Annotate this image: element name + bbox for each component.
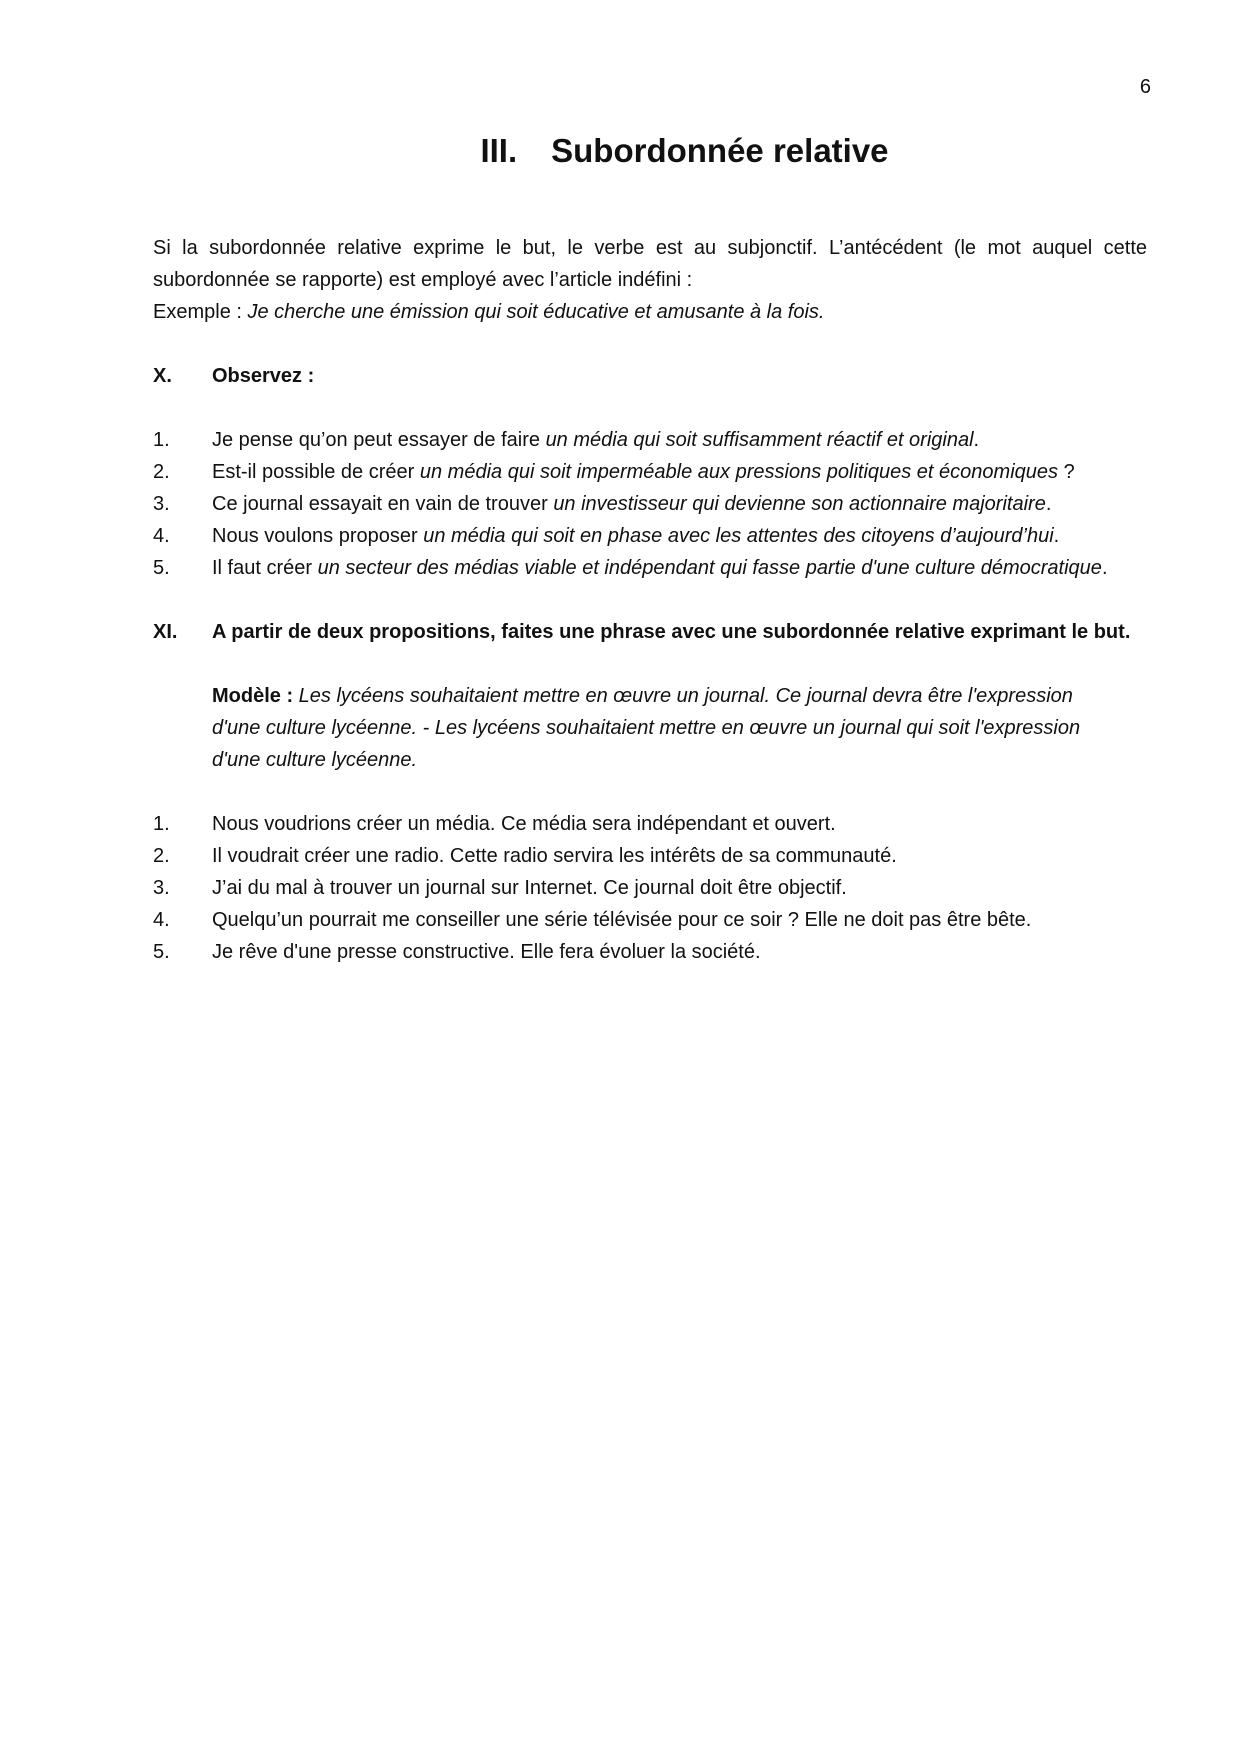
intro-example — [153, 296, 1147, 328]
item-number: 1. — [153, 813, 170, 835]
model-line: d'une culture lycéenne. — [212, 749, 418, 771]
example-label: Exemple : — [153, 301, 248, 323]
item-italic: un média qui soit imperméable aux pressions politiques et économiques — [419, 461, 1059, 483]
list-item — [153, 840, 1147, 872]
section-xi-heading — [153, 616, 1147, 648]
list-item — [153, 808, 1147, 840]
item-italic: un secteur des médias viable et indépendant qui fasse partie d'une culture démocratique — [317, 557, 1102, 579]
list-item — [153, 520, 1147, 552]
item-number: 3. — [153, 877, 170, 899]
section-xi-marker: XI. — [153, 621, 178, 643]
item-end: ? — [1058, 461, 1075, 483]
intro-paragraph: Si la subordonnée relative exprime le but, le verbe est au subjonctif. L’antécédent (le mot auquel cette subordonnée se rapporte) est employé avec l’article indéfini : — [153, 237, 1147, 291]
item-italic: un investisseur qui devienne son actionnaire majoritaire — [553, 493, 1046, 515]
item-number: 4. — [153, 909, 170, 931]
item-plain: Est-il possible de créer — [212, 461, 420, 483]
item-number: 5. — [153, 557, 170, 579]
section-xi-title: A partir de deux propositions, faites une phrase avec une subordonnée relative exprimant le but. — [212, 621, 1131, 643]
item-plain: Nous voulons proposer — [212, 525, 424, 547]
item-number: 5. — [153, 941, 170, 963]
list-item — [153, 904, 1147, 936]
model-line: d'une culture lycéenne. - Les lycéens souhaitaient mettre en œuvre un journal qui soit l'expression — [212, 717, 1081, 739]
item-end: . — [1053, 525, 1060, 547]
item-end: . — [1045, 493, 1052, 515]
model-label: Modèle : — [212, 685, 299, 707]
item-text: Quelqu’un pourrait me conseiller une série télévisée pour ce soir ? Elle ne doit pas être bête. — [212, 909, 1032, 931]
item-italic: un média qui soit en phase avec les attentes des citoyens d’aujourd’hui — [423, 525, 1054, 547]
model-line: Les lycéens souhaitaient mettre en œuvre un journal. Ce journal devra être l'expression — [298, 685, 1073, 707]
item-plain: Ce journal essayait en vain de trouver — [212, 493, 554, 515]
item-number: 3. — [153, 493, 170, 515]
list-item — [153, 424, 1147, 456]
model-example — [212, 680, 1147, 776]
list-item — [153, 552, 1147, 584]
item-text: Nous voudrions créer un média. Ce média sera indépendant et ouvert. — [212, 813, 836, 835]
section-x-heading — [153, 360, 1147, 392]
title-text: Subordonnée relative — [551, 132, 889, 169]
list-item — [153, 456, 1147, 488]
document-body — [153, 232, 1147, 968]
item-number: 1. — [153, 429, 170, 451]
item-plain: Je pense qu’on peut essayer de faire — [212, 429, 546, 451]
item-plain: Il faut créer — [212, 557, 318, 579]
page-title — [0, 132, 1241, 170]
item-text: Il voudrait créer une radio. Cette radio servira les intérêts de sa communauté. — [212, 845, 897, 867]
item-number: 4. — [153, 525, 170, 547]
item-italic: un média qui soit suffisamment réactif et original — [545, 429, 974, 451]
section-x-title: Observez : — [212, 365, 315, 387]
item-number: 2. — [153, 461, 170, 483]
list-item — [153, 872, 1147, 904]
section-x-marker: X. — [153, 365, 172, 387]
title-number: III. — [480, 132, 518, 169]
list-item — [153, 488, 1147, 520]
example-text: Je cherche une émission qui soit éducative et amusante à la fois. — [247, 301, 825, 323]
item-text: J’ai du mal à trouver un journal sur Internet. Ce journal doit être objectif. — [212, 877, 847, 899]
item-text: Je rêve d'une presse constructive. Elle fera évoluer la société. — [212, 941, 761, 963]
item-end: . — [973, 429, 980, 451]
item-end: . — [1101, 557, 1108, 579]
item-number: 2. — [153, 845, 170, 867]
list-item — [153, 936, 1147, 968]
page-number: 6 — [1139, 76, 1151, 98]
